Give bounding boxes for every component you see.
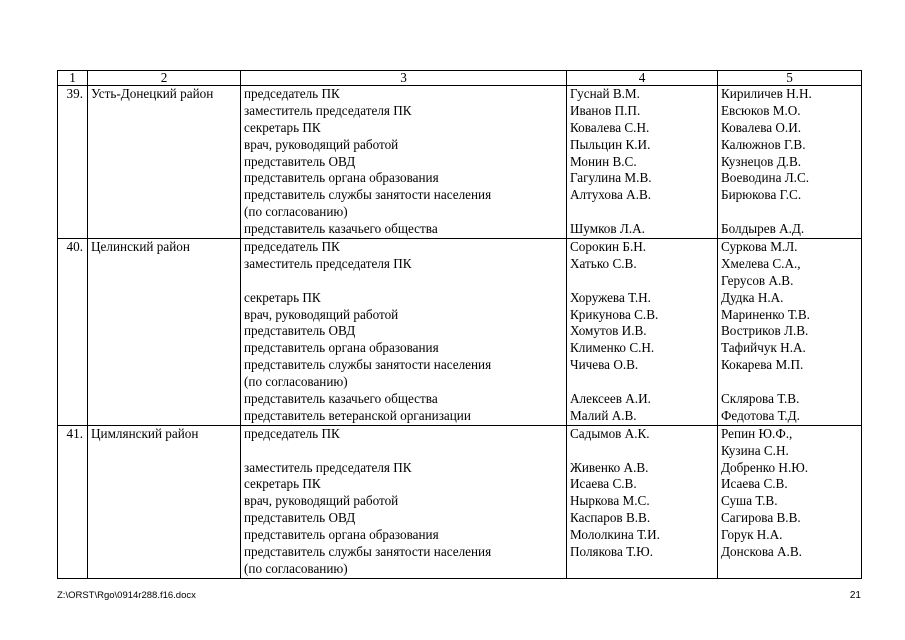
member-name: Крикунова С.В. [570,306,659,322]
column-number-2: 2 [88,71,241,86]
reserves-cell [718,425,862,578]
role-line: представитель органа образования [244,527,439,543]
reserve-name: Бирюкова Г.С. [721,187,802,203]
members-cell [567,239,718,426]
role-line: представитель службы занятости населения [244,544,492,560]
reserve-name: Добренко Н.Ю. [721,459,809,475]
member-name: Сорокин Б.Н. [570,239,647,255]
members-cell [567,86,718,239]
column-number-1: 1 [58,71,88,86]
role-line: представитель казачьего общества [244,221,438,237]
member-name: Иванов П.П. [570,102,641,118]
table-body [58,86,862,579]
role-line: заместитель председателя ПК [244,459,412,475]
district-row [58,86,862,239]
member-name: Шумков Л.А. [570,221,645,237]
member-name: Мололкина Т.И. [570,527,660,543]
role-line: (по согласованию) [244,204,348,220]
role-line: врач, руководящий работой [244,306,399,322]
district-row [58,425,862,578]
reserve-name [721,561,858,578]
role-line: представитель ОВД [244,153,356,169]
reserve-name: Воеводина Л.С. [721,170,810,186]
member-name: Чичева О.В. [570,357,639,373]
member-name [570,561,714,578]
member-name: Садымов А.К. [570,425,650,441]
role-line: председатель ПК [244,425,340,441]
member-name [570,204,714,221]
reserve-name: Донскова А.В. [721,544,802,560]
row-number: 40. [58,239,88,426]
member-name [570,374,714,391]
members-cell [567,425,718,578]
role-line: (по согласованию) [244,560,348,576]
member-name [570,443,714,460]
district-row [58,239,862,426]
reserve-name: Склярова Т.В. [721,391,800,407]
reserve-name [721,374,858,391]
role-line: представитель ОВД [244,510,356,526]
member-name: Исаева С.В. [570,476,637,492]
member-name: Гагулина М.В. [570,170,652,186]
reserve-name: Дудка Н.А. [721,289,784,305]
role-line: представитель органа образования [244,340,439,356]
reserve-name: Исаева С.В. [721,476,788,492]
member-name [570,273,714,290]
reserve-name: Востриков Л.В. [721,323,809,339]
role-line: представитель ОВД [244,323,356,339]
role-line: заместитель председателя ПК [244,255,412,271]
reserve-name: Кириличев Н.Н. [721,86,812,101]
role-line [244,443,563,460]
role-line: представитель службы занятости населения [244,187,492,203]
role-line: представитель органа образования [244,170,439,186]
reserve-name: Болдырев А.Д. [721,221,805,237]
footer-page-number: 21 [849,590,861,601]
member-name: Алтухова А.В. [570,187,652,203]
reserve-name: Сагирова В.В. [721,510,801,526]
role-line: секретарь ПК [244,289,321,305]
roles-cell [241,86,567,239]
column-number-3: 3 [241,71,567,86]
column-number-4: 4 [567,71,718,86]
reserve-name: Герусов А.В. [721,272,794,288]
reserve-name [721,204,858,221]
member-name: Алексеев А.И. [570,391,651,407]
row-number: 39. [58,86,88,239]
reserve-name: Ковалева О.И. [721,119,802,135]
role-line: секретарь ПК [244,119,321,135]
member-name: Живенко А.В. [570,459,649,475]
role-line: (по согласованию) [244,374,348,390]
role-line: врач, руководящий работой [244,493,399,509]
member-name: Малий А.В. [570,407,637,423]
reserve-name: Федотова Т.Д. [721,407,800,423]
reserve-name: Хмелева С.А., [721,255,801,271]
role-line: врач, руководящий работой [244,136,399,152]
footer-file-path: Z:\ORST\Rgo\0914r288.f16.docx [57,590,196,601]
member-name: Хоружева Т.Н. [570,289,651,305]
role-line: председатель ПК [244,239,340,255]
reserves-cell [718,239,862,426]
member-name: Хатько С.В. [570,255,637,271]
member-name: Каспаров В.В. [570,510,651,526]
reserve-name: Тафийчук Н.А. [721,340,806,356]
role-line: представитель ветеранской организации [244,407,471,423]
reserves-cell [718,86,862,239]
commission-table [57,70,862,579]
roles-cell [241,239,567,426]
role-line: заместитель председателя ПК [244,102,412,118]
member-name: Хомутов И.В. [570,323,647,339]
reserve-name: Кузина С.Н. [721,442,789,458]
reserve-name: Кокарева М.П. [721,357,804,373]
reserve-name: Репин Ю.Ф., [721,425,793,441]
role-line: представитель казачьего общества [244,391,438,407]
roles-cell [241,425,567,578]
reserve-name: Евсюков М.О. [721,102,801,118]
district-name: Усть-Донецкий район [88,86,241,239]
district-name: Целинский район [88,239,241,426]
role-line: секретарь ПК [244,476,321,492]
member-name: Ковалева С.Н. [570,119,650,135]
row-number: 41. [58,425,88,578]
member-name: Пыльцин К.И. [570,136,651,152]
reserve-name: Мариненко Т.В. [721,306,810,322]
reserve-name: Калюжнов Г.В. [721,136,806,152]
reserve-name: Суркова М.Л. [721,239,798,255]
reserve-name: Суша Т.В. [721,493,778,509]
column-number-5: 5 [718,71,862,86]
member-name: Гуснай В.М. [570,86,640,101]
column-number-row [58,71,862,86]
reserve-name: Горук Н.А. [721,527,783,543]
member-name: Ныркова М.С. [570,493,650,509]
district-name: Цимлянский район [88,425,241,578]
reserve-name: Кузнецов Д.В. [721,153,802,169]
role-line [244,273,563,290]
member-name: Монин В.С. [570,153,637,169]
member-name: Полякова Т.Ю. [570,544,654,560]
role-line: представитель службы занятости населения [244,357,492,373]
role-line: председатель ПК [244,86,340,101]
member-name: Клименко С.Н. [570,340,655,356]
